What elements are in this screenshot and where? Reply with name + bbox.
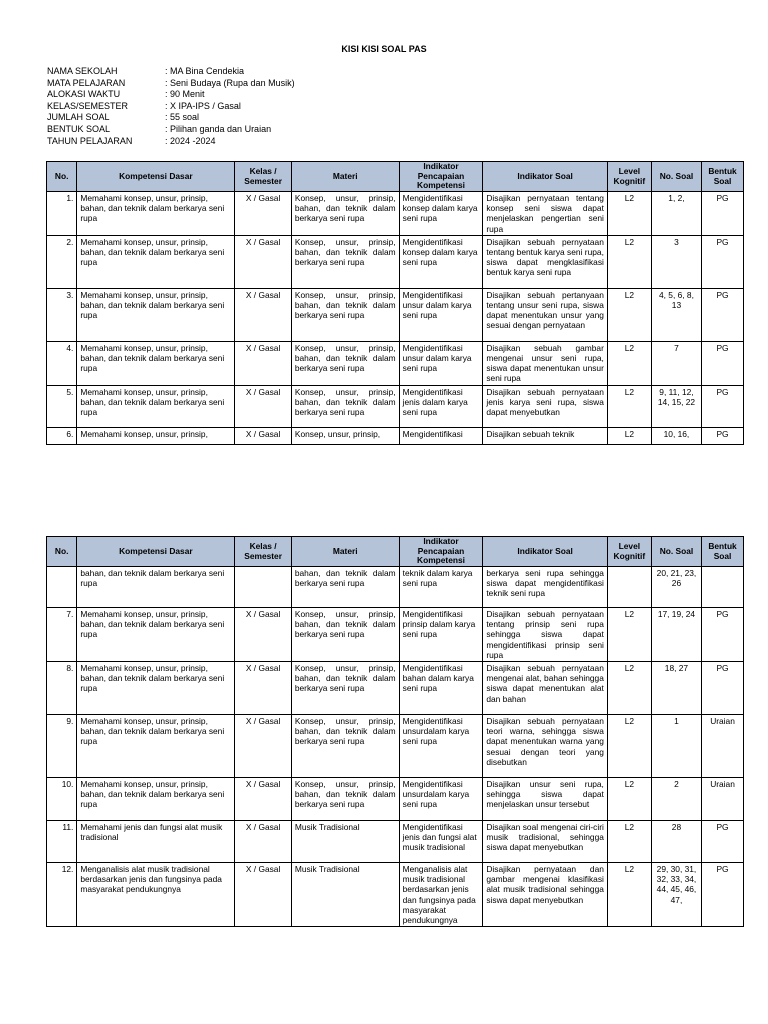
indikator-soal-cell: Disajikan sebuah pernyataan teori warna, sehingga siswa dapat menentukan warna yang sesuai dengan teori yang disebutkan — [483, 715, 608, 778]
level-kognitif-cell: L2 — [607, 385, 651, 427]
info-label: TAHUN PELAJARAN — [47, 135, 133, 146]
level-kognitif-cell: L2 — [607, 288, 651, 341]
kompetensi-dasar-cell: Memahami konsep, unsur, prinsip, bahan, dan teknik dalam berkarya seni rupa — [77, 235, 235, 288]
nomor-soal-cell: 7 — [651, 341, 701, 385]
materi-cell: Musik Tradisional — [291, 863, 399, 927]
document-title: KISI KISI SOAL PAS — [341, 44, 427, 54]
indikator-soal-cell: berkarya seni rupa sehingga siswa dapat mengidentifikasi teknik seni rupa — [483, 567, 608, 608]
info-value: : 55 soal — [165, 112, 200, 123]
indikator-pencapaian-cell: Mengidentifikasi unsurdalam karya seni rupa — [399, 778, 483, 821]
info-value: : Pilihan ganda dan Uraian — [165, 123, 272, 134]
table-row — [47, 821, 744, 863]
column-header: Kompetensi Dasar — [77, 537, 235, 567]
info-row — [47, 89, 295, 101]
column-header: Bentuk Soal — [702, 162, 744, 192]
materi-cell: bahan, dan teknik dalam berkarya seni rupa — [291, 567, 399, 608]
kelas-semester-cell: X / Gasal — [235, 821, 292, 863]
table-header-row — [47, 537, 744, 567]
column-header: Kelas / Semester — [235, 162, 292, 192]
info-value: : 90 Menit — [165, 89, 205, 100]
row-number-cell — [47, 567, 77, 608]
bentuk-soal-cell: PG — [702, 427, 744, 444]
row-number-cell: 2. — [47, 235, 77, 288]
level-kognitif-cell: L2 — [607, 662, 651, 715]
kompetensi-dasar-cell: Memahami konsep, unsur, prinsip, bahan, dan teknik dalam berkarya seni rupa — [77, 385, 235, 427]
bentuk-soal-cell: PG — [702, 385, 744, 427]
bentuk-soal-cell: PG — [702, 662, 744, 715]
column-header: Level Kognitif — [607, 162, 651, 192]
info-value: : X IPA-IPS / Gasal — [165, 100, 241, 111]
column-header: Indikator Pencapaian Kompetensi — [399, 537, 483, 567]
table-row — [47, 341, 744, 385]
indikator-pencapaian-cell: Mengidentifikasi konsep dalam karya seni rupa — [399, 192, 483, 236]
row-number-cell: 6. — [47, 427, 77, 444]
bentuk-soal-cell: Uraian — [702, 715, 744, 778]
indikator-pencapaian-cell: teknik dalam karya seni rupa — [399, 567, 483, 608]
level-kognitif-cell: L2 — [607, 608, 651, 662]
table-row — [47, 385, 744, 427]
level-kognitif-cell: L2 — [607, 192, 651, 236]
nomor-soal-cell: 1 — [651, 715, 701, 778]
row-number-cell: 12. — [47, 863, 77, 927]
nomor-soal-cell: 18, 27 — [651, 662, 701, 715]
bentuk-soal-cell: Uraian — [702, 778, 744, 821]
table-row — [47, 427, 744, 444]
kompetensi-dasar-cell: bahan, dan teknik dalam berkarya seni rupa — [77, 567, 235, 608]
kompetensi-dasar-cell: Memahami konsep, unsur, prinsip, bahan, dan teknik dalam berkarya seni rupa — [77, 192, 235, 236]
info-row — [47, 124, 295, 136]
indikator-pencapaian-cell: Mengidentifikasi unsurdalam karya seni rupa — [399, 715, 483, 778]
table-row — [47, 863, 744, 927]
bentuk-soal-cell: PG — [702, 608, 744, 662]
kisi-kisi-table-page-1 — [46, 161, 744, 445]
column-header: Indikator Pencapaian Kompetensi — [399, 162, 483, 192]
kelas-semester-cell: X / Gasal — [235, 778, 292, 821]
row-number-cell: 3. — [47, 288, 77, 341]
indikator-soal-cell: Disajikan pernyataan tentang konsep seni siswa dapat menjelaskan pengertian seni rupa — [483, 192, 608, 236]
materi-cell: Konsep, unsur, prinsip, bahan, dan teknik dalam berkarya seni rupa — [291, 288, 399, 341]
info-row — [47, 66, 295, 78]
kelas-semester-cell: X / Gasal — [235, 427, 292, 444]
info-label: MATA PELAJARAN — [47, 77, 126, 88]
materi-cell: Musik Tradisional — [291, 821, 399, 863]
kelas-semester-cell: X / Gasal — [235, 192, 292, 236]
kelas-semester-cell: X / Gasal — [235, 662, 292, 715]
row-number-cell: 11. — [47, 821, 77, 863]
kisi-kisi-table-page-2 — [46, 536, 744, 927]
kelas-semester-cell: X / Gasal — [235, 341, 292, 385]
bentuk-soal-cell — [702, 567, 744, 608]
column-header: Materi — [291, 537, 399, 567]
indikator-pencapaian-cell: Mengidentifikasi unsur dalam karya seni rupa — [399, 341, 483, 385]
bentuk-soal-cell: PG — [702, 235, 744, 288]
info-label: BENTUK SOAL — [47, 123, 111, 134]
column-header: Indikator Soal — [483, 162, 608, 192]
kelas-semester-cell: X / Gasal — [235, 288, 292, 341]
table-row — [47, 662, 744, 715]
bentuk-soal-cell: PG — [702, 192, 744, 236]
materi-cell: Konsep, unsur, prinsip, bahan, dan teknik dalam berkarya seni rupa — [291, 235, 399, 288]
bentuk-soal-cell: PG — [702, 341, 744, 385]
level-kognitif-cell: L2 — [607, 715, 651, 778]
indikator-pencapaian-cell: Mengidentifikasi bahan dalam karya seni rupa — [399, 662, 483, 715]
nomor-soal-cell: 9, 11, 12, 14, 15, 22 — [651, 385, 701, 427]
indikator-soal-cell: Disajikan sebuah pernyataan mengenai alat, bahan sehingga siswa dapat menentukan alat dan bahan — [483, 662, 608, 715]
indikator-soal-cell: Disajikan soal mengenai ciri-ciri musik tradisional, sehingga siswa dapat menyebutkan — [483, 821, 608, 863]
materi-cell: Konsep, unsur, prinsip, bahan, dan teknik dalam berkarya seni rupa — [291, 608, 399, 662]
table-row — [47, 288, 744, 341]
row-number-cell: 4. — [47, 341, 77, 385]
row-number-cell: 9. — [47, 715, 77, 778]
indikator-soal-cell: Disajikan sebuah pernyataan tentang bentuk karya seni rupa, siswa dapat mengklasifikasi bentuk karya seni rupa — [483, 235, 608, 288]
indikator-pencapaian-cell: Mengidentifikasi jenis dalam karya seni rupa — [399, 385, 483, 427]
info-row — [47, 101, 295, 113]
kompetensi-dasar-cell: Memahami konsep, unsur, prinsip, — [77, 427, 235, 444]
indikator-pencapaian-cell: Mengidentifikasi — [399, 427, 483, 444]
kompetensi-dasar-cell: Memahami jenis dan fungsi alat musik tradisional — [77, 821, 235, 863]
level-kognitif-cell: L2 — [607, 427, 651, 444]
info-row — [47, 78, 295, 90]
kelas-semester-cell: X / Gasal — [235, 235, 292, 288]
indikator-pencapaian-cell: Mengidentifikasi unsur dalam karya seni rupa — [399, 288, 483, 341]
info-label: ALOKASI WAKTU — [47, 89, 121, 100]
kelas-semester-cell: X / Gasal — [235, 608, 292, 662]
kompetensi-dasar-cell: Memahami konsep, unsur, prinsip, bahan, dan teknik dalam berkarya seni rupa — [77, 288, 235, 341]
kompetensi-dasar-cell: Memahami konsep, unsur, prinsip, bahan, dan teknik dalam berkarya seni rupa — [77, 608, 235, 662]
materi-cell: Konsep, unsur, prinsip, bahan, dan teknik dalam berkarya seni rupa — [291, 341, 399, 385]
level-kognitif-cell: L2 — [607, 235, 651, 288]
materi-cell: Konsep, unsur, prinsip, bahan, dan teknik dalam berkarya seni rupa — [291, 192, 399, 236]
info-value: : MA Bina Cendekia — [165, 66, 245, 76]
info-row — [47, 136, 295, 148]
indikator-soal-cell: Disajikan sebuah pernyataan jenis karya seni rupa, siswa dapat menyebutkan — [483, 385, 608, 427]
table-row — [47, 715, 744, 778]
row-number-cell: 1. — [47, 192, 77, 236]
row-number-cell: 10. — [47, 778, 77, 821]
bentuk-soal-cell: PG — [702, 288, 744, 341]
kelas-semester-cell — [235, 567, 292, 608]
nomor-soal-cell: 28 — [651, 821, 701, 863]
indikator-soal-cell: Disajikan unsur seni rupa, sehingga siswa dapat menjelaskan unsur tersebut — [483, 778, 608, 821]
level-kognitif-cell: L2 — [607, 821, 651, 863]
indikator-soal-cell: Disajikan sebuah gambar mengenai unsur seni rupa, siswa dapat menentukan unsur seni rupa — [483, 341, 608, 385]
bentuk-soal-cell: PG — [702, 863, 744, 927]
table-row — [47, 778, 744, 821]
nomor-soal-cell: 20, 21, 23, 26 — [651, 567, 701, 608]
column-header: Materi — [291, 162, 399, 192]
indikator-soal-cell: Disajikan sebuah teknik — [483, 427, 608, 444]
info-value: : Seni Budaya (Rupa dan Musik) — [165, 77, 295, 88]
level-kognitif-cell: L2 — [607, 778, 651, 821]
level-kognitif-cell: L2 — [607, 863, 651, 927]
table-row — [47, 567, 744, 608]
indikator-soal-cell: Disajikan sebuah pernyataan tentang prinsip seni rupa sehingga siswa dapat mengidentifikasi prinsip seni rupa — [483, 608, 608, 662]
table-row — [47, 235, 744, 288]
info-label: NAMA SEKOLAH — [47, 66, 118, 76]
row-number-cell: 7. — [47, 608, 77, 662]
indikator-pencapaian-cell: Mengidentifikasi konsep dalam karya seni rupa — [399, 235, 483, 288]
level-kognitif-cell — [607, 567, 651, 608]
table-header-row — [47, 162, 744, 192]
column-header: Kelas / Semester — [235, 537, 292, 567]
indikator-pencapaian-cell: Menganalisis alat musik tradisional berdasarkan jenis dan fungsinya pada masyarakat pendukungnya — [399, 863, 483, 927]
column-header: No. — [47, 537, 77, 567]
indikator-soal-cell: Disajikan pernyataan dan gambar mengenai klasifikasi alat musik tradisional sehingga siswa dapat menyebutkan — [483, 863, 608, 927]
table-row — [47, 608, 744, 662]
kelas-semester-cell: X / Gasal — [235, 863, 292, 927]
info-value: : 2024 -2024 — [165, 135, 216, 146]
kompetensi-dasar-cell: Memahami konsep, unsur, prinsip, bahan, dan teknik dalam berkarya seni rupa — [77, 715, 235, 778]
info-row — [47, 112, 295, 124]
indikator-pencapaian-cell: Mengidentifikasi jenis dan fungsi alat musik tradisional — [399, 821, 483, 863]
column-header: No. — [47, 162, 77, 192]
column-header: No. Soal — [651, 162, 701, 192]
nomor-soal-cell: 17, 19, 24 — [651, 608, 701, 662]
materi-cell: Konsep, unsur, prinsip, — [291, 427, 399, 444]
nomor-soal-cell: 3 — [651, 235, 701, 288]
materi-cell: Konsep, unsur, prinsip, bahan, dan teknik dalam berkarya seni rupa — [291, 778, 399, 821]
nomor-soal-cell: 29, 30, 31, 32, 33, 34, 44, 45, 46, 47, — [651, 863, 701, 927]
indikator-soal-cell: Disajikan sebuah pertanyaan tentang unsur seni rupa, siswa dapat menentukan unsur yang sesuai dengan pernyataan — [483, 288, 608, 341]
nomor-soal-cell: 2 — [651, 778, 701, 821]
bentuk-soal-cell: PG — [702, 821, 744, 863]
column-header: Kompetensi Dasar — [77, 162, 235, 192]
kompetensi-dasar-cell: Menganalisis alat musik tradisional berdasarkan jenis dan fungsinya pada masyarakat pendukungnya — [77, 863, 235, 927]
column-header: Level Kognitif — [607, 537, 651, 567]
materi-cell: Konsep, unsur, prinsip, bahan, dan teknik dalam berkarya seni rupa — [291, 385, 399, 427]
info-label: JUMLAH SOAL — [47, 112, 110, 123]
materi-cell: Konsep, unsur, prinsip, bahan, dan teknik dalam berkarya seni rupa — [291, 715, 399, 778]
info-label: KELAS/SEMESTER — [47, 100, 129, 111]
kompetensi-dasar-cell: Memahami konsep, unsur, prinsip, bahan, dan teknik dalam berkarya seni rupa — [77, 341, 235, 385]
school-info — [47, 66, 295, 147]
materi-cell: Konsep, unsur, prinsip, bahan, dan teknik dalam berkarya seni rupa — [291, 662, 399, 715]
nomor-soal-cell: 4, 5, 6, 8, 13 — [651, 288, 701, 341]
column-header: Indikator Soal — [483, 537, 608, 567]
row-number-cell: 5. — [47, 385, 77, 427]
table-row — [47, 192, 744, 236]
level-kognitif-cell: L2 — [607, 341, 651, 385]
nomor-soal-cell: 1, 2, — [651, 192, 701, 236]
column-header: Bentuk Soal — [702, 537, 744, 567]
nomor-soal-cell: 10, 16, — [651, 427, 701, 444]
kompetensi-dasar-cell: Memahami konsep, unsur, prinsip, bahan, dan teknik dalam berkarya seni rupa — [77, 662, 235, 715]
kelas-semester-cell: X / Gasal — [235, 715, 292, 778]
row-number-cell: 8. — [47, 662, 77, 715]
kompetensi-dasar-cell: Memahami konsep, unsur, prinsip, bahan, dan teknik dalam berkarya seni rupa — [77, 778, 235, 821]
column-header: No. Soal — [651, 537, 701, 567]
indikator-pencapaian-cell: Mengidentifikasi prinsip dalam karya seni rupa — [399, 608, 483, 662]
kelas-semester-cell: X / Gasal — [235, 385, 292, 427]
